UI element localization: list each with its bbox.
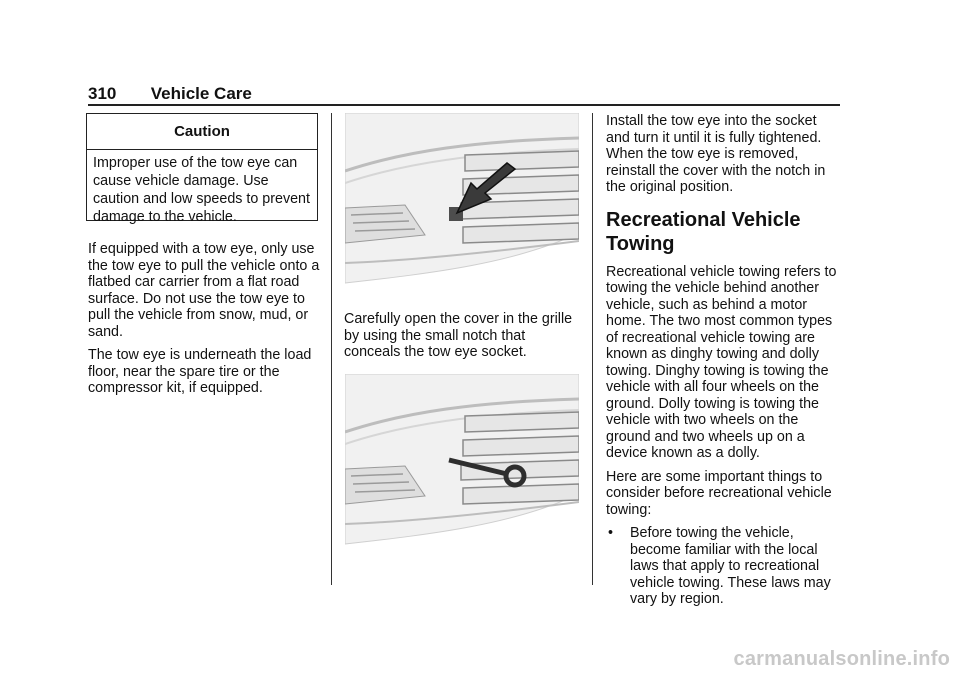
header-rule	[88, 104, 840, 106]
bullet-item	[606, 525, 842, 608]
bullet-text: Before towing the vehicle, become familiar with the local laws that apply to recreational vehicle towing. These laws may vary by region.	[630, 525, 831, 607]
grille-cover-instruction: Carefully open the cover in the grille by using the small notch that conceals the tow eye socket.	[344, 311, 573, 360]
tow-eye-usage-paragraph: If equipped with a tow eye, only use the tow eye to pull the vehicle onto a flatbed car carrier from a flat road surface. Do not use the tow eye to pull the vehicle from snow, mud, or sand.	[88, 241, 320, 340]
recreational-towing-definition: Recreational vehicle towing refers to towing the vehicle behind another vehicle, such as behind a motor home. The two most common types of recreational vehicle towing are known as dinghy towing and dolly towing. Dinghy towing is towing the vehicle with all four wheels on the ground. Dolly towing is towing the vehicle with two wheels on the ground and two wheels up on a device known as a dolly.	[606, 263, 837, 461]
bullet-marker: •	[608, 525, 614, 541]
left-column	[88, 241, 320, 404]
watermark: carmanualsonline.info	[733, 648, 950, 670]
page-header	[88, 84, 252, 104]
caution-title: Caution	[174, 123, 230, 140]
column-divider-1	[331, 113, 332, 585]
section-title: Vehicle Care	[150, 84, 252, 103]
install-tow-eye-paragraph: Install the tow eye into the socket and turn it until it is fully tightened. When the tow eye is removed, reinstall the cover with the notch in the original position.	[606, 113, 826, 195]
column-divider-2	[592, 113, 593, 585]
middle-column-caption	[344, 311, 582, 368]
considerations-intro: Here are some important things to consider before recreational vehicle towing:	[606, 468, 832, 518]
recreational-towing-heading: Recreational Vehicle Towing	[606, 208, 801, 255]
tow-eye-location-paragraph: The tow eye is underneath the load floor, near the spare tire or the compressor kit, if equipped.	[88, 347, 312, 396]
figure-tow-eye-installed	[345, 374, 579, 552]
caution-box	[86, 113, 318, 225]
right-column	[606, 113, 842, 608]
page-number: 310	[88, 84, 117, 103]
caution-text: Improper use of the tow eye can cause vehicle damage. Use caution and low speeds to prevent damage to the vehicle.	[93, 155, 310, 225]
figure-grille-cover	[345, 113, 579, 291]
